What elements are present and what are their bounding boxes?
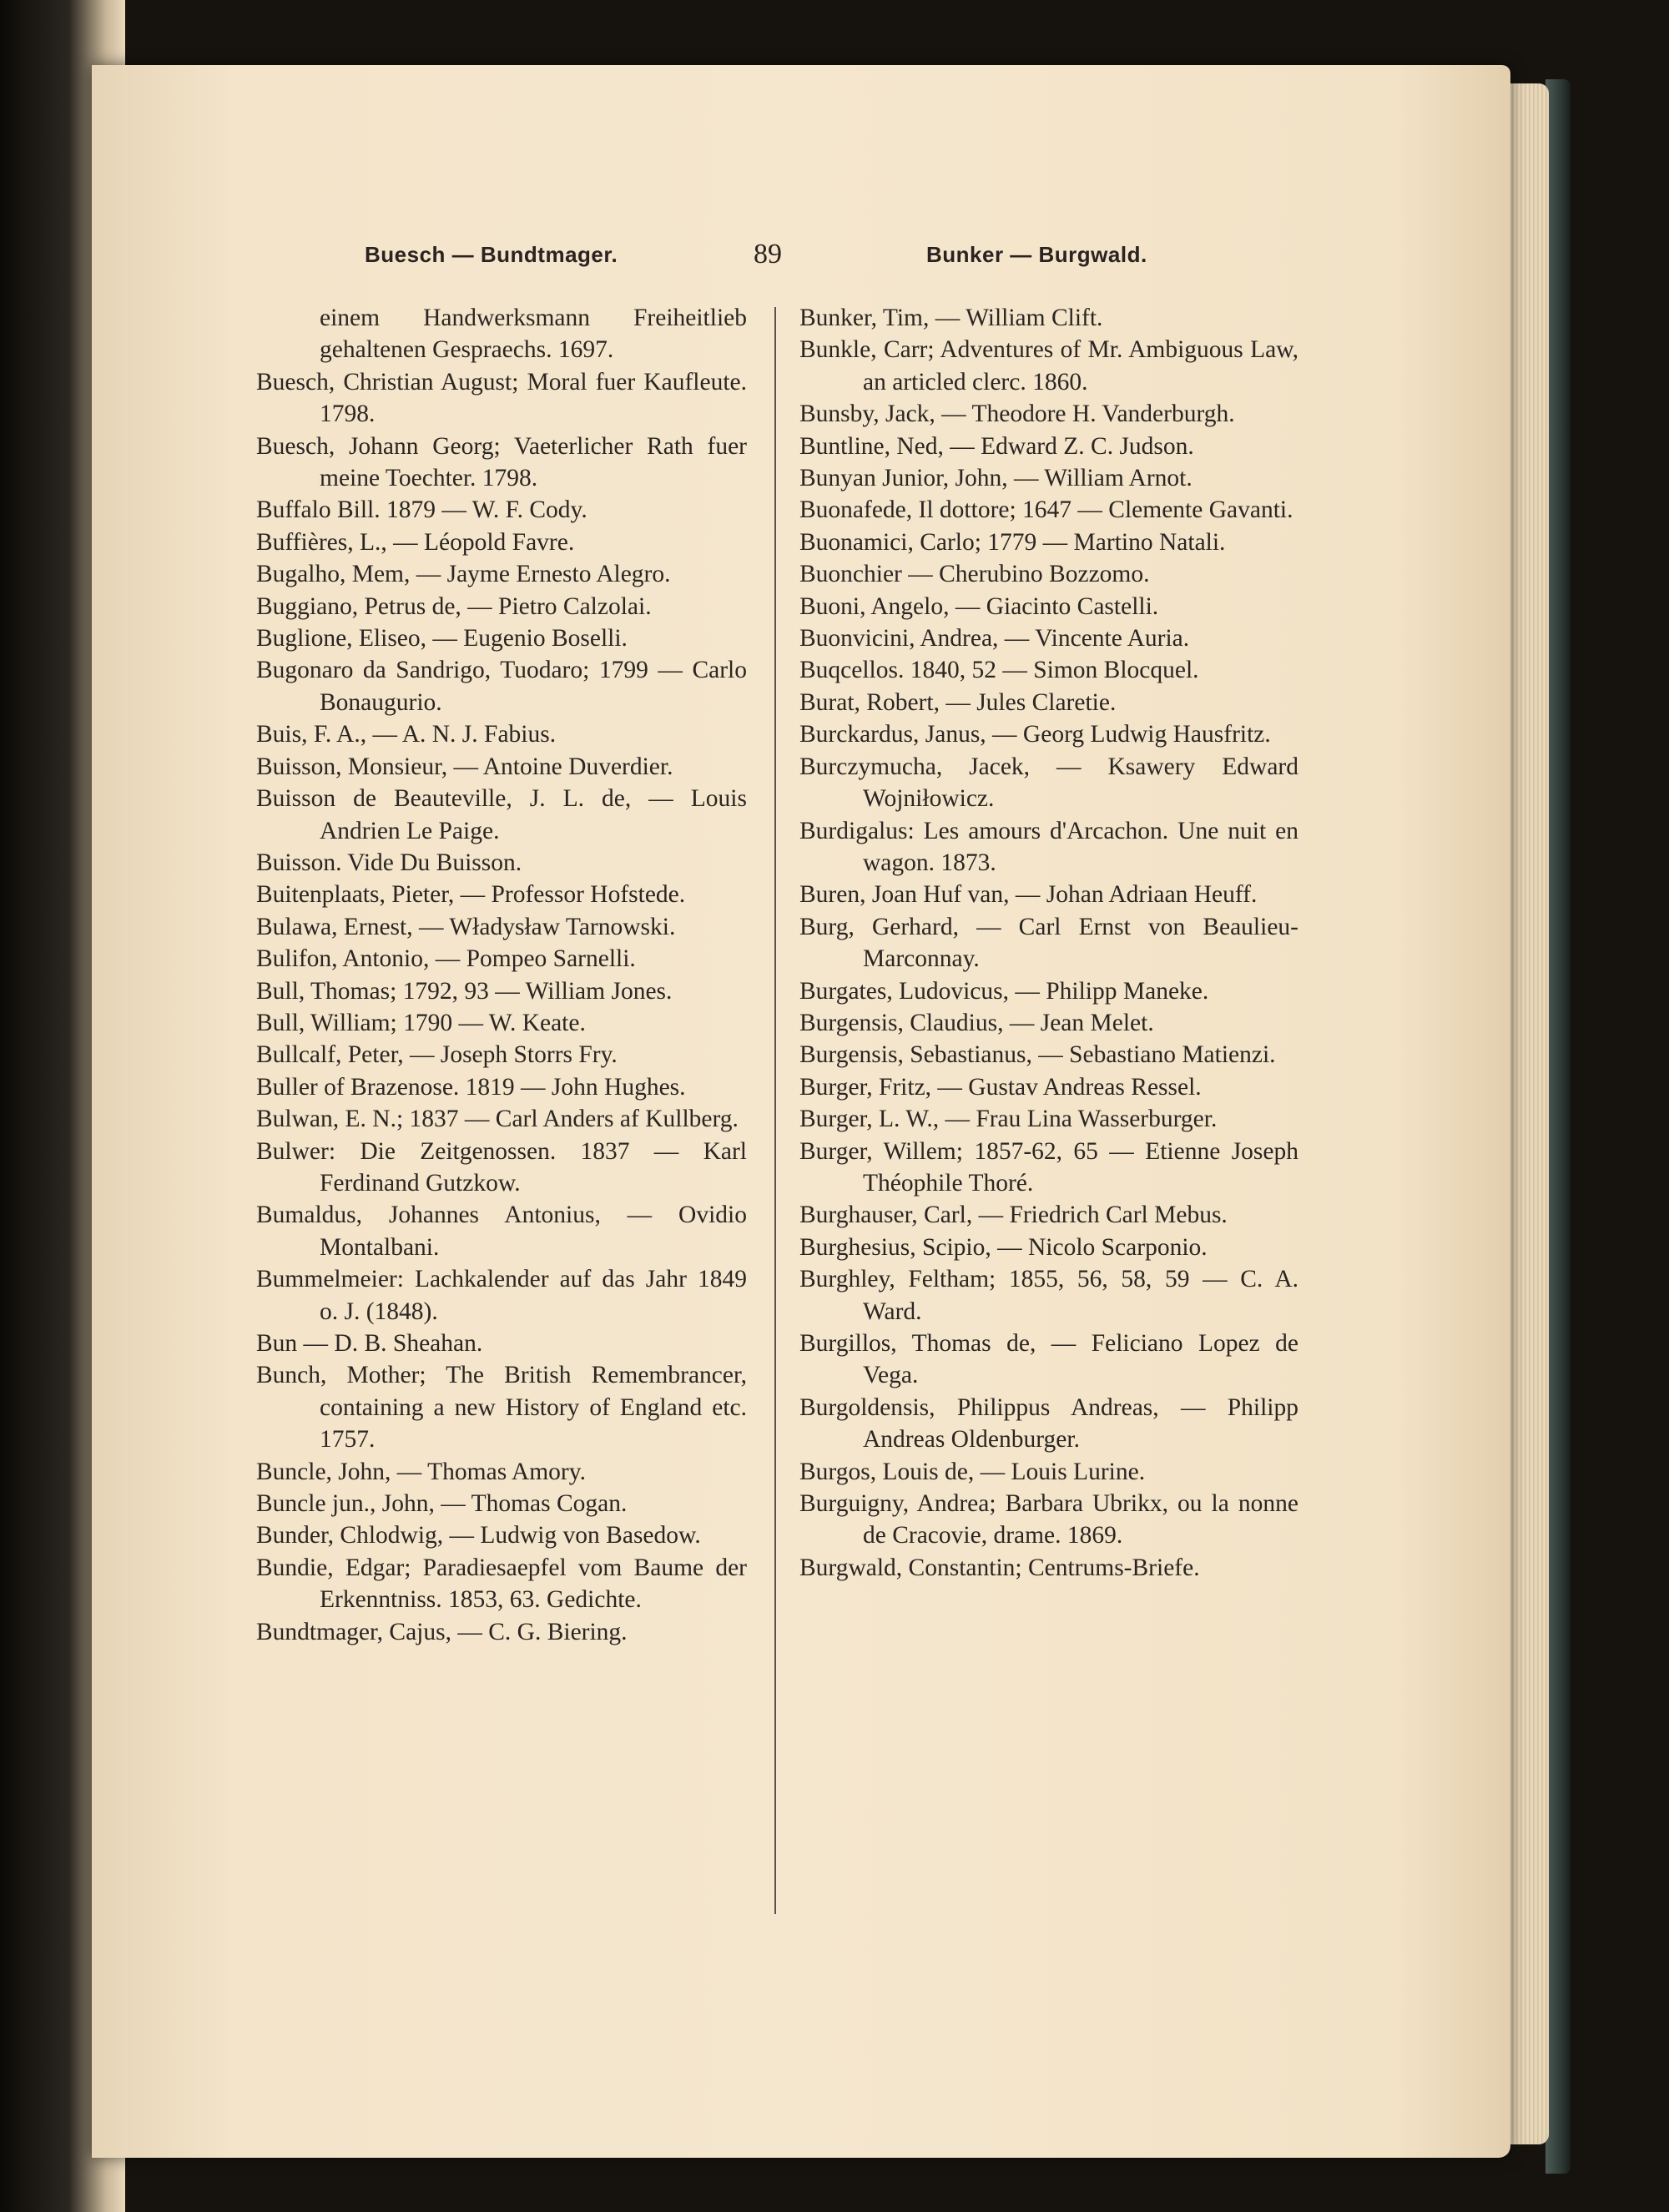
index-entry: Burdigalus: Les amours d'Arcachon. Une nuit en wagon. 1873. <box>799 817 1298 876</box>
index-entry: Buglione, Eliseo, — Eugenio Boselli. <box>256 625 628 653</box>
header-right-range: Bunker — Burgwald. <box>926 242 1147 267</box>
index-entry: Buoni, Angelo, — Giacinto Castelli. <box>799 592 1159 620</box>
index-entry: Burgates, Ludovicus, — Philipp Maneke. <box>799 977 1209 1005</box>
index-entry: Buonchier — Cherubino Bozzomo. <box>799 561 1150 588</box>
index-entry: Bull, Thomas; 1792, 93 — William Jones. <box>256 977 673 1005</box>
index-entry: Bundtmager, Cajus, — C. G. Biering. <box>256 1618 628 1645</box>
index-entry: Buren, Joan Huf van, — Johan Adriaan Heuff. <box>799 881 1258 909</box>
left-column <box>256 302 747 1648</box>
running-header <box>0 239 1669 284</box>
book-cover-edge <box>1545 79 1571 2174</box>
index-entry: Bunkle, Carr; Adventures of Mr. Ambiguous Law, an articled clerc. 1860. <box>799 336 1298 396</box>
index-entry: Bunch, Mother; The British Remembrancer, containing a new History of England etc. 1757. <box>256 1362 747 1454</box>
index-entry: Burghesius, Scipio, — Nicolo Scarponio. <box>799 1233 1208 1261</box>
index-entry: Bulawa, Ernest, — Władysław Tarnowski. <box>256 913 676 940</box>
header-left-range: Buesch — Bundtmager. <box>365 242 618 267</box>
index-entry: Bulwan, E. N.; 1837 — Carl Anders af Kullberg. <box>256 1106 739 1133</box>
index-entry: Buncle jun., John, — Thomas Cogan. <box>256 1490 628 1518</box>
index-entry: Buntline, Ned, — Edward Z. C. Judson. <box>799 432 1194 460</box>
index-entry: Burger, L. W., — Frau Lina Wasserburger. <box>799 1106 1218 1133</box>
index-entry: Buller of Brazenose. 1819 — John Hughes. <box>256 1073 686 1101</box>
index-entry: Buqcellos. 1840, 52 — Simon Blocquel. <box>799 657 1199 684</box>
index-entry: Buisson. Vide Du Buisson. <box>256 849 522 876</box>
index-entry: Bun — D. B. Sheahan. <box>256 1330 483 1357</box>
index-entry: Buis, F. A., — A. N. J. Fabius. <box>256 721 557 748</box>
index-entry: einem Handwerksmann Freiheitlieb gehaltenen Gespraechs. 1697. <box>320 305 747 364</box>
index-entry: Bull, William; 1790 — W. Keate. <box>256 1009 586 1036</box>
index-entry: Bunyan Junior, John, — William Arnot. <box>799 465 1193 492</box>
index-entry: Buesch, Christian August; Moral fuer Kaufleute. 1798. <box>256 368 747 428</box>
index-entry: Bugonaro da Sandrigo, Tuodaro; 1799 — Carlo Bonaugurio. <box>256 657 747 716</box>
index-entry: Bunker, Tim, — William Clift. <box>799 305 1103 331</box>
index-entry: Bulwer: Die Zeitgenossen. 1837 — Karl Ferdinand Gutzkow. <box>256 1137 747 1197</box>
page-stack-edges <box>1509 83 1549 2144</box>
index-entry: Burgensis, Sebastianus, — Sebastiano Matienzi. <box>799 1041 1276 1069</box>
index-entry: Bummelmeier: Lachkalender auf das Jahr 1849 o. J. (1848). <box>256 1266 747 1325</box>
index-entry: Burger, Willem; 1857-62, 65 — Etienne Joseph Théophile Thoré. <box>799 1137 1298 1197</box>
index-entry: Burghley, Feltham; 1855, 56, 58, 59 — C. A. Ward. <box>799 1266 1298 1325</box>
index-entry: Buitenplaats, Pieter, — Professor Hofstede. <box>256 881 686 909</box>
page-number: 89 <box>754 239 782 270</box>
index-entry: Burgillos, Thomas de, — Feliciano Lopez de Vega. <box>799 1330 1298 1389</box>
index-entry: Buonafede, Il dottore; 1647 — Clemente Gavanti. <box>799 496 1293 524</box>
index-entry: Bugalho, Mem, — Jayme Ernesto Alegro. <box>256 561 671 588</box>
index-entry: Buffalo Bill. 1879 — W. F. Cody. <box>256 496 587 524</box>
column-divider <box>774 307 776 1914</box>
index-entry: Burckardus, Janus, — Georg Ludwig Hausfritz. <box>799 721 1271 748</box>
index-entry: Burg, Gerhard, — Carl Ernst von Beaulieu-Marconnay. <box>799 913 1298 973</box>
index-entry: Buffières, L., — Léopold Favre. <box>256 528 575 556</box>
index-entry: Burghauser, Carl, — Friedrich Carl Mebus. <box>799 1202 1228 1229</box>
index-entry: Buggiano, Petrus de, — Pietro Calzolai. <box>256 592 652 620</box>
index-entry: Buncle, John, — Thomas Amory. <box>256 1458 586 1485</box>
index-entry: Burgos, Louis de, — Louis Lurine. <box>799 1458 1146 1485</box>
index-entry: Bumaldus, Johannes Antonius, — Ovidio Montalbani. <box>256 1202 747 1261</box>
index-entry: Burger, Fritz, — Gustav Andreas Ressel. <box>799 1073 1202 1101</box>
index-entry: Burguigny, Andrea; Barbara Ubrikx, ou la nonne de Cracovie, drame. 1869. <box>799 1490 1298 1549</box>
index-entry: Bulifon, Antonio, — Pompeo Sarnelli. <box>256 945 636 973</box>
index-entry: Burgensis, Claudius, — Jean Melet. <box>799 1009 1154 1036</box>
index-entry: Buisson de Beauteville, J. L. de, — Louis Andrien Le Paige. <box>256 785 747 844</box>
index-entry: Bullcalf, Peter, — Joseph Storrs Fry. <box>256 1041 618 1069</box>
index-entry: Burczymucha, Jacek, — Ksawery Edward Wojniłowicz. <box>799 753 1298 813</box>
index-entry: Bunder, Chlodwig, — Ludwig von Basedow. <box>256 1522 701 1549</box>
index-entry: Buisson, Monsieur, — Antoine Duverdier. <box>256 753 673 780</box>
right-column <box>799 302 1298 1584</box>
index-entry: Bundie, Edgar; Paradiesaepfel vom Baume der Erkenntniss. 1853, 63. Gedichte. <box>256 1554 747 1614</box>
index-entry: Burgwald, Constantin; Centrums-Briefe. <box>799 1554 1200 1581</box>
index-entry: Bunsby, Jack, — Theodore H. Vanderburgh. <box>799 401 1235 428</box>
index-entry: Burgoldensis, Philippus Andreas, — Philipp Andreas Oldenburger. <box>799 1393 1298 1454</box>
index-entry: Buesch, Johann Georg; Vaeterlicher Rath fuer meine Toechter. 1798. <box>256 432 747 492</box>
index-entry: Burat, Robert, — Jules Claretie. <box>799 688 1117 716</box>
index-entry: Buonamici, Carlo; 1779 — Martino Natali. <box>799 528 1226 556</box>
index-entry: Buonvicini, Andrea, — Vincente Auria. <box>799 625 1190 653</box>
